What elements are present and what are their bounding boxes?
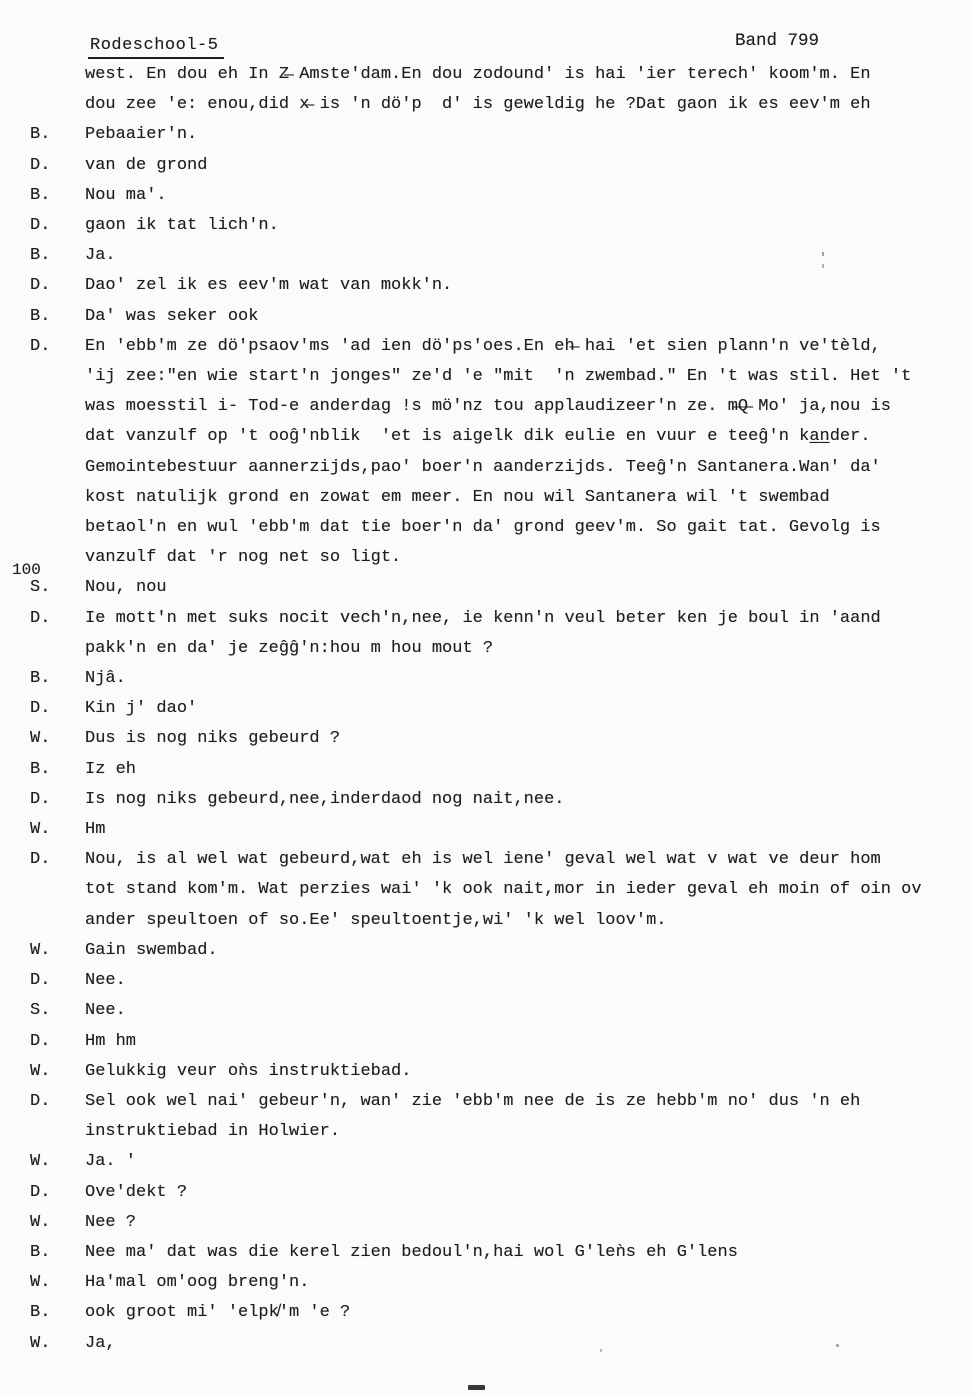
utterance [85,302,960,332]
utterance-line: Ha'mal om'oog breng'n. [85,1273,310,1293]
dialogue-entry [30,785,960,815]
utterance [85,1208,960,1238]
dialogue-entry [30,332,960,574]
utterance [85,815,960,845]
dialogue-entry [30,573,960,603]
utterance-line: betaol'n en wul 'ebb'm dat tie boer'n da' grond geev'm. So gait tat. Gevolg is [85,518,881,538]
utterance-line: Gemointebestuur aannerzijds,pao' boer'n aanderzijds. Teeĝ'n Santanera.Wan' da' [85,457,881,477]
utterance [85,755,960,785]
utterance [85,1027,960,1057]
utterance [85,604,960,664]
dialogue-entry [30,755,960,785]
speaker-label: D. [30,789,51,809]
utterance [85,151,960,181]
dialogue [30,60,960,1359]
speaker-label: B. [30,125,51,145]
utterance [85,60,960,120]
utterance [85,120,960,150]
utterance-line: kost natulijk grond en zowat em meer. En nou wil Santanera wil 't swembad [85,487,830,507]
utterance-line: Ja, [85,1333,116,1353]
utterance [85,271,960,301]
utterance-line: Da' was seker ook [85,306,259,326]
speaker-label: W. [30,820,51,840]
utterance-line: Dus is nog niks gebeurd ? [85,729,341,749]
utterance [85,936,960,966]
speaker-label: B. [30,306,51,326]
dialogue-entry [30,694,960,724]
dialogue-entry [30,302,960,332]
dialogue-entry [30,211,960,241]
utterance [85,181,960,211]
speaker-label: D. [30,850,51,870]
dialogue-entry [30,1208,960,1238]
dialogue-entry [30,664,960,694]
utterance-line: Ja. [85,246,116,266]
utterance-line: ander speultoen of so.Ee' speultoentje,wi' 'k wel loov'm. [85,910,667,930]
speaker-label: S. [30,1001,51,1021]
utterance-line: Hm [85,820,106,840]
utterance-line: 'ij zee:"en wie start'n jonges" ze'd 'e "mit 'n zwembad." En 't was stil. Het 't [85,367,912,387]
utterance-line: was moesstil i- Tod-e anderdag !s mö'nz tou applaudizeer'n ze. m̶Q̶ Mo' ja,nou is [85,397,891,417]
utterance-line: Nou ma'. [85,185,167,205]
speaker-label: B. [30,1242,51,1262]
dialogue-entry [30,241,960,271]
utterance [85,241,960,271]
dialogue-entry [30,271,960,301]
utterance [85,966,960,996]
utterance-line: Iz eh [85,759,137,779]
utterance-line: dou zee 'e: enou,did x̶ is 'n dö'p d' is geweldig he ?Dat gaon ik es eev'm eh [85,95,871,115]
speaker-label: D. [30,699,51,719]
utterance-line: Ove'dekt ? [85,1182,188,1202]
speaker-label: D. [30,1182,51,1202]
scan-artifact [822,264,824,268]
dialogue-entry [30,966,960,996]
dialogue-entry [30,1329,960,1359]
utterance [85,724,960,754]
speaker-label: B. [30,185,51,205]
dialogue-entry [30,1057,960,1087]
utterance [85,785,960,815]
utterance-line: Njâ. [85,669,126,689]
speaker-label: W. [30,1152,51,1172]
speaker-label: D. [30,971,51,991]
speaker-label: D. [30,608,51,628]
utterance-line: Nou, is al wel wat gebeurd,wat eh is wel iene' geval wel wat v wat ve deur hom [85,850,881,870]
utterance [85,845,960,936]
utterance-line: Gelukkig veur oǹs instruktiebad. [85,1061,412,1081]
utterance-line: Nee ? [85,1212,137,1232]
utterance [85,996,960,1026]
speaker-label: W. [30,1061,51,1081]
utterance-line: Ie mott'n met suks nocit vech'n,nee, ie kenn'n veul beter ken je boul in 'aand [85,608,881,628]
speaker-label: W. [30,1333,51,1353]
speaker-label: S. [30,578,51,598]
dialogue-entry [30,60,960,120]
utterance [85,1087,960,1147]
speaker-label: D. [30,276,51,296]
utterance-line: Gain swembad. [85,940,218,960]
utterance-line: Kin j' dao' [85,699,198,719]
dialogue-entry [30,996,960,1026]
utterance-line: Sel ook wel nai' gebeur'n, wan' zie 'ebb'm nee de is ze hebb'm no' dus 'n eh [85,1091,861,1111]
speaker-label: D. [30,216,51,236]
dialogue-entry [30,1027,960,1057]
utterance [85,1329,960,1359]
utterance-line: Nou, nou [85,578,167,598]
dialogue-entry [30,120,960,150]
speaker-label: W. [30,1273,51,1293]
scan-artifact [468,1385,485,1390]
utterance [85,694,960,724]
utterance [85,332,960,574]
utterance [85,664,960,694]
utterance-line: dat vanzulf op 't ooĝ'nblik 'et is aigelk dik eulie en vuur e teeĝ'n ka̲n̲der. [85,427,871,447]
dialogue-entry [30,1298,960,1328]
scan-artifact [600,1349,602,1352]
utterance-line: vanzulf dat 'r nog net so ligt. [85,548,402,568]
speaker-label: D. [30,155,51,175]
dialogue-entry [30,1087,960,1147]
utterance-line: Nee ma' dat was die kerel zien bedoul'n,hai wol G'leǹs eh G'lens [85,1242,738,1262]
speaker-label: D. [30,1031,51,1051]
utterance [85,1147,960,1177]
utterance-line: Pebaaier'n. [85,125,198,145]
speaker-label: W. [30,940,51,960]
utterance [85,211,960,241]
page-title: Rodeschool-5 [88,36,224,59]
utterance-line: instruktiebad in Holwier. [85,1122,341,1142]
dialogue-entry [30,1238,960,1268]
utterance-line: En 'ebb'm ze dö'psaov'ms 'ad ien dö'ps'oes.En eh̶ hai 'et sien plann'n ve'tèld, [85,336,881,356]
utterance-line: Nee. [85,971,126,991]
speaker-label: D. [30,1091,51,1111]
line-number-margin: 100 [12,561,41,579]
utterance-line: Dao' zel ik es eev'm wat van mokk'n. [85,276,453,296]
scan-artifact [822,252,824,256]
dialogue-entry [30,936,960,966]
utterance [85,1057,960,1087]
dialogue-entry [30,1268,960,1298]
dialogue-entry [30,724,960,754]
utterance-line: ook groot mi' 'elpk̸'m 'e ? [85,1303,351,1323]
utterance-line: gaon ik tat lich'n. [85,216,279,236]
dialogue-entry [30,1178,960,1208]
utterance [85,1298,960,1328]
dialogue-entry [30,151,960,181]
utterance-line: Ja. ' [85,1152,137,1172]
speaker-label: B. [30,246,51,266]
dialogue-entry [30,815,960,845]
utterance [85,573,960,603]
utterance-line: Nee. [85,1001,126,1021]
utterance [85,1268,960,1298]
dialogue-entry [30,1147,960,1177]
utterance-line: Is nog niks gebeurd,nee,inderdaod nog nait,nee. [85,789,565,809]
utterance-line: pakk'n en da' je zeĝĝ'n:hou m hou mout ? [85,638,494,658]
scan-artifact [836,1344,839,1347]
speaker-label: W. [30,1212,51,1232]
speaker-label: W. [30,729,51,749]
utterance-line: van de grond [85,155,208,175]
dialogue-entry [30,181,960,211]
speaker-label: B. [30,759,51,779]
dialogue-entry [30,604,960,664]
speaker-label: B. [30,669,51,689]
band-number: Band 799 [735,31,820,51]
speaker-label: B. [30,1303,51,1323]
utterance [85,1178,960,1208]
speaker-label: D. [30,336,51,356]
utterance [85,1238,960,1268]
utterance-line: Hm hm [85,1031,137,1051]
utterance-line: tot stand kom'm. Wat perzies wai' 'k ook nait,mor in ieder geval eh moin of oin ov [85,880,922,900]
dialogue-entry [30,845,960,936]
utterance-line: west. En dou eh In Z̶ Amste'dam.En dou zodound' is hai 'ier terech' koom'm. En [85,65,871,84]
